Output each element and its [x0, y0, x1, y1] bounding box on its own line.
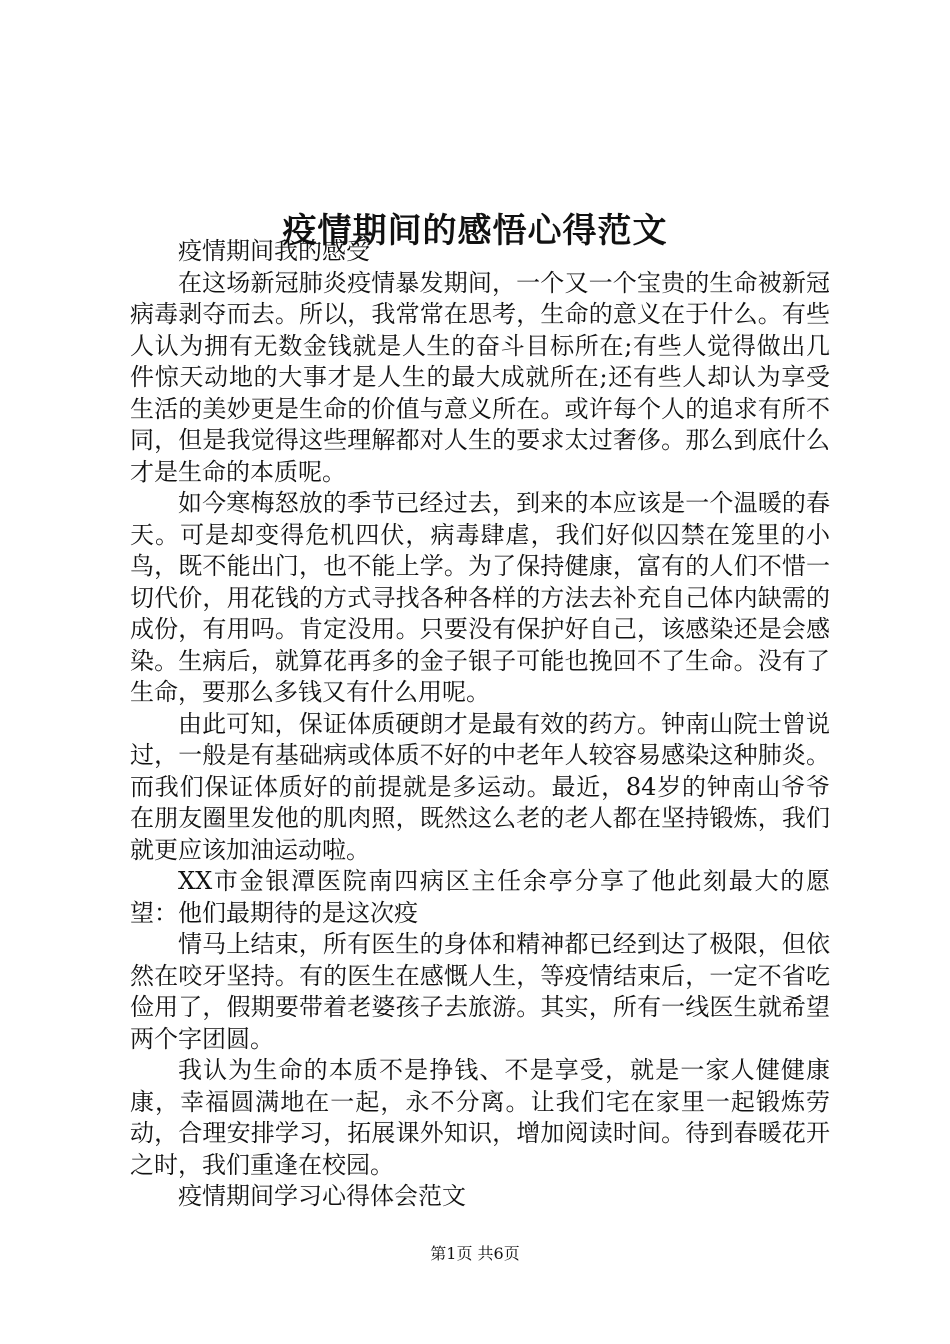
paragraph-subtitle-2: 疫情期间学习心得体会范文: [178, 1182, 466, 1210]
paragraph: 由此可知，保证体质硬朗才是最有效的药方。钟南山院士曾说过，一般是有基础病或体质不好的中老年人较容易感染这种肺炎。而我们保证体质好的前提就是多运动。最近，84岁的钟南山爷爷在朋友圈里发他的肌肉照，既然这么老的老人都在坚持锻炼，我们就更应该加油运动啦。: [130, 709, 830, 864]
document-title: 疫情期间的感悟心得范文: [282, 210, 668, 251]
paragraph: 在这场新冠肺炎疫情暴发期间，一个又一个宝贵的生命被新冠病毒剥夺而去。所以，我常常在思考，生命的意义在于什么。有些人认为拥有无数金钱就是人生的奋斗目标所在;有些人觉得做出几件惊天动地的大事才是人生的最大成就所在;还有些人却认为享受生活的美妙更是生命的价值与意义所在。或许每个人的追求有所不同，但是我觉得这些理解都对人生的要求太过奢侈。那么到底什么才是生命的本质呢。: [130, 268, 830, 486]
paragraph: XX市金银潭医院南四病区主任余亭分享了他此刻最大的愿望：他们最期待的是这次疫: [130, 867, 830, 927]
document-body: [130, 236, 830, 1213]
paragraph-subtitle-1: 疫情期间我的感受: [178, 237, 370, 265]
paragraph: 我认为生命的本质不是挣钱、不是享受，就是一家人健健康康，幸福圆满地在一起，永不分离。让我们宅在家里一起锻炼劳动，合理安排学习，拓展课外知识，增加阅读时间。待到春暖花开之时，我们重逢在校园。: [130, 1056, 830, 1179]
paragraph: 情马上结束，所有医生的身体和精神都已经到达了极限，但依然在咬牙坚持。有的医生在感慨人生，等疫情结束后，一定不省吃俭用了，假期要带着老婆孩子去旅游。其实，所有一线医生就希望两个字团圆。: [130, 930, 830, 1053]
page-number-footer: 第1页 共6页: [430, 1244, 520, 1263]
paragraph: 如今寒梅怒放的季节已经过去，到来的本应该是一个温暖的春天。可是却变得危机四伏，病毒肆虐，我们好似囚禁在笼里的小鸟，既不能出门，也不能上学。为了保持健康，富有的人们不惜一切代价，用花钱的方式寻找各种各样的方法去补充自己体内缺需的成份，有用吗。肯定没用。只要没有保护好自己，该感染还是会感染。生病后，就算花再多的金子银子可能也挽回不了生命。没有了生命，要那么多钱又有什么用呢。: [130, 489, 830, 706]
